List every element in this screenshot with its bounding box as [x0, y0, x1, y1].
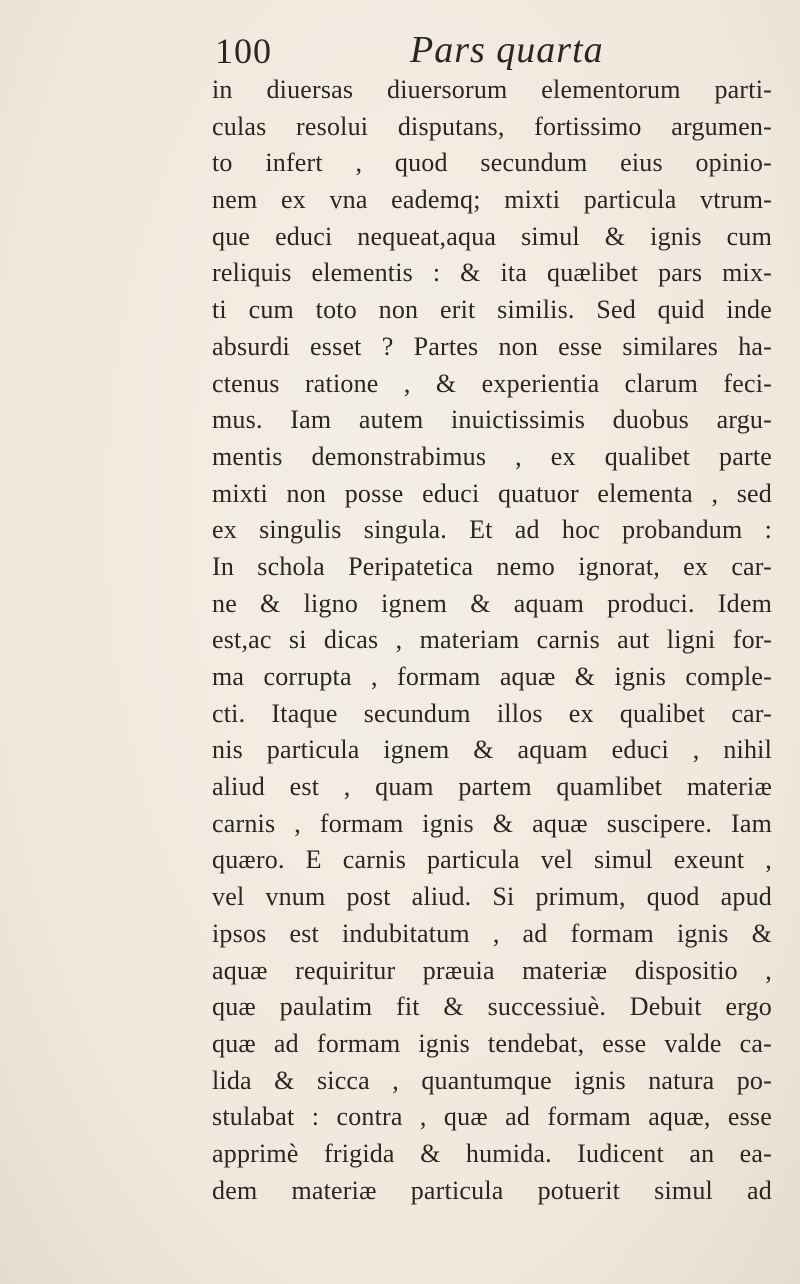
running-head: Pars quarta: [410, 29, 604, 71]
text-line: ma corrupta , formam aquæ & ignis comple-: [212, 662, 772, 691]
text-line: quæ ad formam ignis tendebat, esse valde ca-: [212, 1028, 772, 1058]
text-line: reliquis elementis : & ita quælibet pars mix-: [212, 258, 772, 288]
text-line: to infert , quod secundum eius opinio-: [212, 148, 772, 178]
text-line: dem materiæ particula potuerit simul ad: [212, 1175, 772, 1205]
body-text: [212, 72, 772, 1209]
text-line: nis particula ignem & aquam educi , nihil: [212, 735, 772, 765]
text-line: ex singulis singula. Et ad hoc probandum :: [212, 515, 772, 545]
text-line: mus. Iam autem inuictissimis duobus argu-: [212, 405, 772, 435]
text-line: lida & sicca , quantumque ignis natura po-: [212, 1065, 772, 1095]
text-line: apprimè frigida & humida. Iudicent an ea-: [212, 1138, 772, 1168]
page-number: 100: [215, 31, 272, 71]
text-line: absurdi esset ? Partes non esse similares ha-: [212, 331, 772, 361]
text-line: ne & ligno ignem & aquam produci. Idem: [212, 588, 772, 618]
text-line: mentis demonstrabimus , ex qualibet parte: [212, 441, 772, 471]
text-line: ti cum toto non erit similis. Sed quid inde: [212, 295, 772, 325]
text-line: In schola Peripatetica nemo ignorat, ex car-: [212, 551, 772, 581]
text-line: aquæ requiritur præuia materiæ dispositio ,: [212, 955, 772, 985]
text-line: est,ac si dicas , materiam carnis aut ligni for-: [212, 625, 772, 655]
text-line: vel vnum post aliud. Si primum, quod apud: [212, 882, 772, 912]
text-line: aliud est , quam partem quamlibet materiæ: [212, 772, 772, 802]
text-line: stulabat : contra , quæ ad formam aquæ, esse: [212, 1102, 772, 1132]
text-line: quæro. E carnis particula vel simul exeunt ,: [212, 845, 772, 875]
text-line: mixti non posse educi quatuor elementa , sed: [212, 478, 772, 508]
text-line: carnis , formam ignis & aquæ suscipere. Iam: [212, 808, 772, 838]
text-line: cti. Itaque secundum illos ex qualibet car-: [212, 698, 772, 728]
text-line: quæ paulatim fit & successiuè. Debuit ergo: [212, 992, 772, 1022]
text-line: in diuersas diuersorum elementorum parti-: [212, 75, 772, 104]
text-line: ipsos est indubitatum , ad formam ignis &: [212, 918, 772, 948]
text-line: ctenus ratione , & experientia clarum feci-: [212, 368, 772, 398]
text-line: nem ex vna eademq; mixti particula vtrum-: [212, 185, 772, 215]
text-line: que educi nequeat,aqua simul & ignis cum: [212, 221, 772, 251]
text-line: culas resolui disputans, fortissimo argumen-: [212, 111, 772, 141]
